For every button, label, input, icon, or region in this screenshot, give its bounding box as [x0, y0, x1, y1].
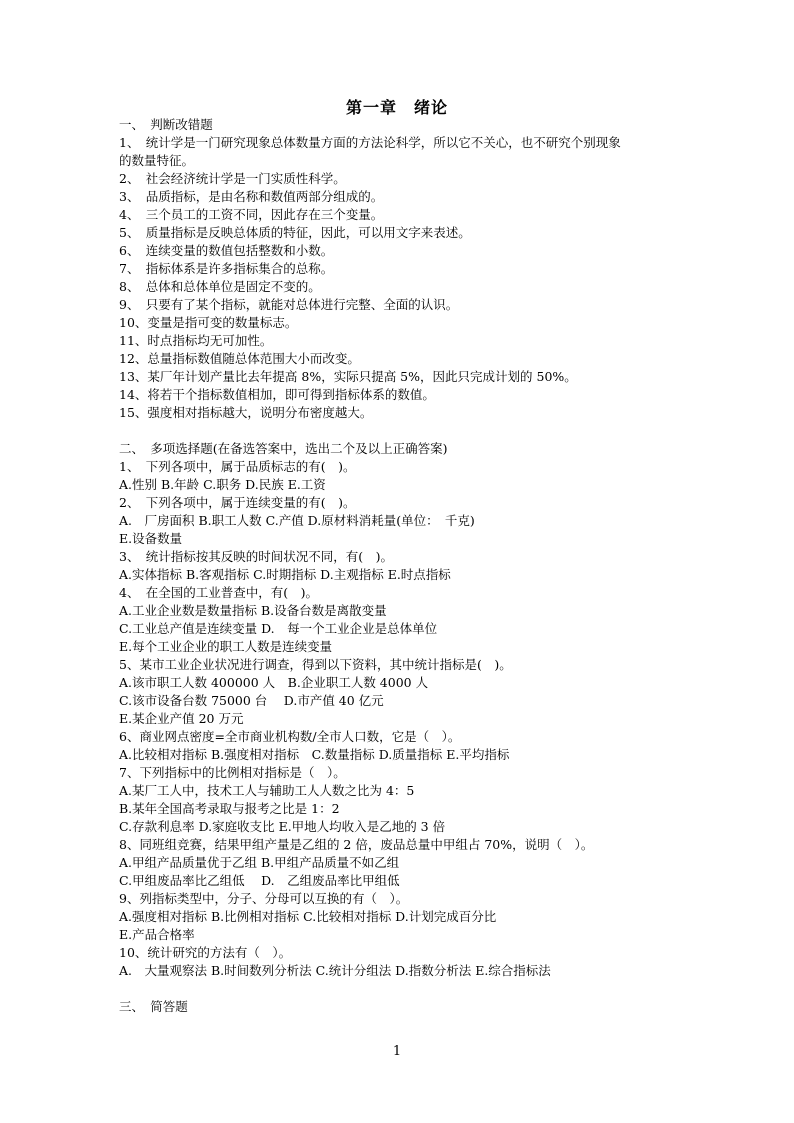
section-2-item: C.甲组废品率比乙组低 D. 乙组废品率比甲组低 [119, 873, 400, 888]
section-2-item: A. 大量观察法 B.时间数列分析法 C.统计分组法 D.指数分析法 E.综合指标法 [119, 963, 551, 978]
section-2-item: E.每个工业企业的职工人数是连续变量 [119, 639, 333, 654]
section-3-heading: 三、 简答题 [119, 999, 188, 1014]
section-2-item: A.工业企业数是数量指标 B.设备台数是离散变量 [119, 603, 387, 618]
section-2-item: A.强度相对指标 B.比例相对指标 C.比较相对指标 D.计划完成百分比 [119, 909, 497, 924]
section-2-item: A. 厂房面积 B.职工人数 C.产值 D.原材料消耗量(单位： 千克) [119, 513, 475, 528]
section-2-item: E.设备数量 [119, 531, 183, 546]
section-2-item: 2、 下列各项中，属于连续变量的有( )。 [119, 495, 356, 510]
section-2-item: E.产品合格率 [119, 927, 195, 942]
section-2-item: C.工业总产值是连续变量 D. 每一个工业企业是总体单位 [119, 621, 438, 636]
section-1-item: 13、某厂年计划产量比去年提高 8%，实际只提高 5%，因此只完成计划的 50%。 [119, 369, 577, 384]
section-2-item: 9、列指标类型中，分子、分母可以互换的有（ ）。 [119, 891, 409, 906]
section-1-item: 10、变量是指可变的数量标志。 [119, 315, 298, 330]
section-1-item: 9、 只要有了某个指标，就能对总体进行完整、全面的认识。 [119, 297, 459, 312]
chapter-title: 第一章 绪论 [345, 98, 448, 117]
section-1-item: 2、 社会经济统计学是一门实质性科学。 [119, 171, 346, 186]
section-1-item: 5、 质量指标是反映总体质的特征，因此，可以用文字来表述。 [119, 225, 471, 240]
section-2-item: 4、 在全国的工业普查中，有( )。 [119, 585, 318, 600]
section-2-item: B.某年全国高考录取与报考之比是 1：2 [119, 801, 340, 816]
section-1-item: 4、 三个员工的工资不同，因此存在三个变量。 [119, 207, 384, 222]
spacer [119, 980, 689, 998]
section-2-item: E.某企业产值 20 万元 [119, 711, 244, 726]
section-1-item: 6、 连续变量的数值包括整数和小数。 [119, 243, 334, 258]
section-1-item: 14、将若干个指标数值相加，即可得到指标体系的数值。 [119, 387, 435, 402]
section-1-item: 8、 总体和总体单位是固定不变的。 [119, 279, 321, 294]
section-2-item: A.性别 B.年龄 C.职务 D.民族 E.工资 [119, 477, 326, 492]
section-1-item: 7、 指标体系是许多指标集合的总称。 [119, 261, 334, 276]
section-1-item: 11、时点指标均无可加性。 [119, 333, 273, 348]
document-body [119, 116, 689, 1016]
section-2-item: A.甲组产品质量优于乙组 B.甲组产品质量不如乙组 [119, 855, 400, 870]
page-number: 1 [392, 1044, 402, 1059]
section-1-heading: 一、 判断改错题 [119, 117, 213, 132]
section-2-item: A.实体指标 B.客观指标 C.时期指标 D.主观指标 E.时点指标 [119, 567, 451, 582]
section-2-item: 6、商业网点密度=全市商业机构数/全市人口数，它是（ ）。 [119, 729, 461, 744]
section-2-item: A.该市职工人数 400000 人 B.企业职工人数 4000 人 [119, 675, 429, 690]
section-1-item: 1、 统计学是一门研究现象总体数量方面的方法论科学，所以它不关心，也不研究个别现象 [119, 135, 621, 150]
section-1-item: 15、强度相对指标越大，说明分布密度越大。 [119, 405, 373, 420]
section-1-item: 的数量特征。 [119, 153, 195, 168]
section-2-item: C.该市设备台数 75000 台 D.市产值 40 亿元 [119, 693, 384, 708]
section-2-item: 7、下列指标中的比例相对指标是（ ）。 [119, 765, 346, 780]
section-2-item: C.存款利息率 D.家庭收支比 E.甲地人均收入是乙地的 3 倍 [119, 819, 446, 834]
section-2-item: 1、 下列各项中，属于品质标志的有( )。 [119, 459, 356, 474]
section-1-item: 3、 品质指标，是由名称和数值两部分组成的。 [119, 189, 384, 204]
section-2-item: 3、 统计指标按其反映的时间状况不同，有( )。 [119, 549, 393, 564]
section-2-item: A.某厂工人中，技术工人与辅助工人人数之比为 4：5 [119, 783, 415, 798]
section-2-heading: 二、 多项选择题(在备选答案中，选出二个及以上正确答案) [119, 441, 448, 456]
spacer [119, 422, 689, 440]
section-2-item: A.比较相对指标 B.强度相对指标 C.数量指标 D.质量指标 E.平均指标 [119, 747, 510, 762]
section-1-item: 12、总量指标数值随总体范围大小而改变。 [119, 351, 360, 366]
section-2-item: 10、统计研究的方法有（ ）。 [119, 945, 292, 960]
section-2-item: 5、某市工业企业状况进行调查，得到以下资料，其中统计指标是( )。 [119, 657, 512, 672]
section-2-item: 8、同班组竞赛，结果甲组产量是乙组的 2 倍，废品总量中甲组占 70%，说明（ ）。 [119, 837, 594, 852]
